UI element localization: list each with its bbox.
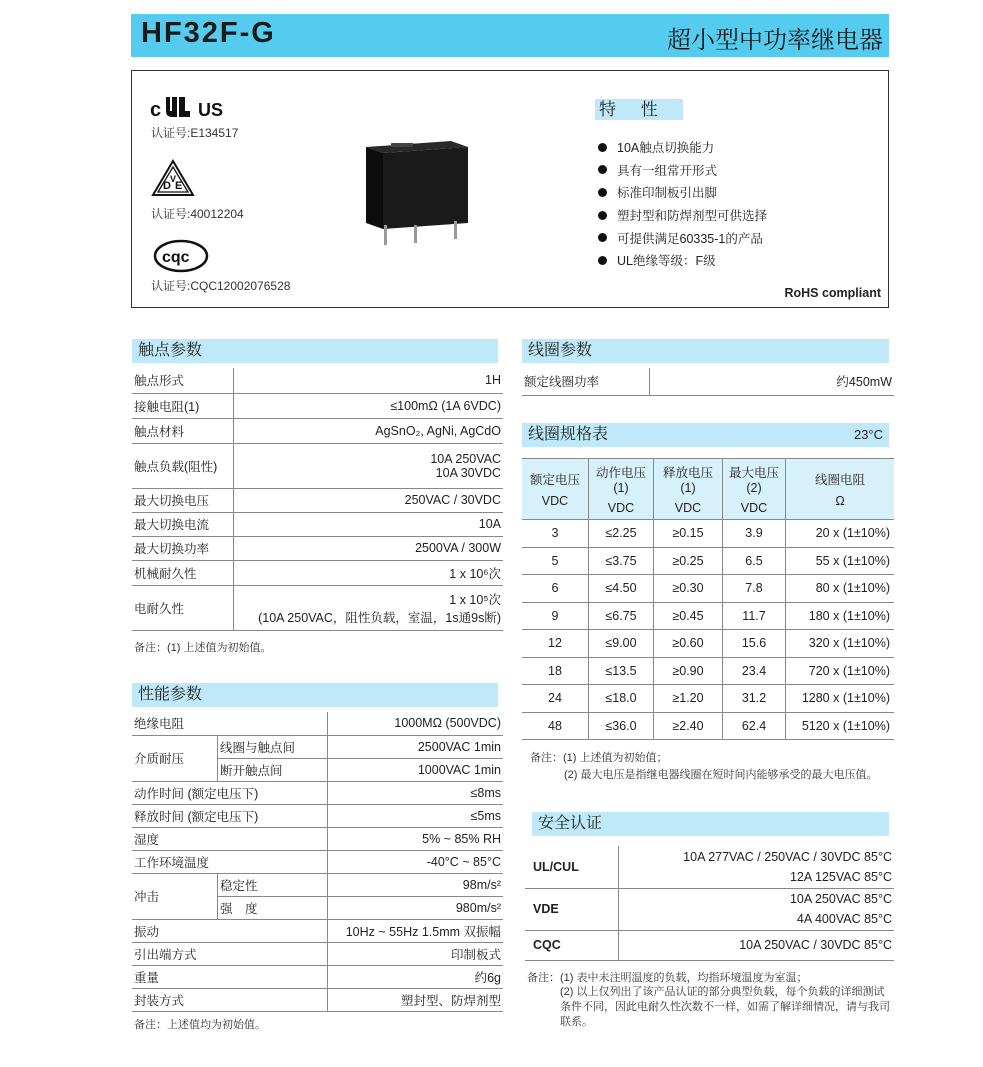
vde-cert-number: 认证号:40012204 [151, 207, 244, 221]
product-title: 超小型中功率继电器 [667, 26, 883, 54]
coilspec-cell: ≤13.5 [589, 657, 654, 685]
coilspec-cell: 20 x (1±10%) [786, 520, 895, 548]
svg-text:cqc: cqc [162, 249, 190, 266]
bullet-icon [598, 211, 607, 220]
feature-item: 10A触点切换能力 [598, 136, 767, 159]
coilspec-header-unit: Ω [835, 494, 845, 508]
contact-row [132, 536, 503, 560]
coilspec-cell: 5 [522, 547, 589, 575]
performance-sub-label: 强 度 [218, 896, 328, 919]
coilspec-cell: ≤2.25 [589, 520, 654, 548]
contact-row [132, 443, 503, 488]
performance-param-label: 封装方式 [132, 988, 328, 1011]
performance-section-heading: 性能参数 [132, 683, 498, 707]
coil-power-label: 额定线圈功率 [522, 368, 650, 395]
performance-sub-label: 稳定性 [218, 873, 328, 896]
coilspec-cell: ≥0.45 [654, 602, 723, 630]
coilspec-cell: ≥0.25 [654, 547, 723, 575]
contact-param-label: 触点负载(阻性) [132, 443, 234, 488]
coilspec-cell: 23.4 [723, 657, 786, 685]
contact-param-value: 10A [234, 512, 504, 536]
performance-param-label: 动作时间 (额定电压下) [132, 781, 328, 804]
performance-row [132, 781, 503, 804]
coilspec-cell: ≤9.00 [589, 630, 654, 658]
coilspec-row [522, 547, 894, 575]
svg-text:D: D [163, 180, 171, 192]
performance-param-value: 塑封型、防焊剂型 [328, 988, 504, 1011]
contact-param-value: 1 x 10⁶次 [234, 560, 504, 585]
coilspec-row [522, 630, 894, 658]
feature-item: 具有一组常开形式 [598, 159, 767, 182]
contact-param-value: 2500VA / 300W [234, 536, 504, 560]
contact-row [132, 393, 503, 418]
contact-param-label: 电耐久性 [132, 585, 234, 630]
coilspec-header-name: 线圈电阻 [814, 473, 865, 487]
performance-param-value: 1000VAC 1min [328, 758, 504, 781]
contact-row [132, 560, 503, 585]
coilspec-cell: ≤6.75 [589, 602, 654, 630]
contact-row [132, 368, 503, 393]
coilspec-header-row [522, 459, 894, 520]
performance-param-label: 湿度 [132, 827, 328, 850]
coilspec-cell: 6 [522, 575, 589, 603]
performance-sub-label: 断开触点间 [218, 758, 328, 781]
contact-param-label: 接触电阻(1) [132, 393, 234, 418]
safety-cert-name: UL/CUL [525, 846, 619, 888]
performance-row [132, 735, 503, 758]
feature-item: 可提供满足60335-1的产品 [598, 226, 767, 249]
contact-note: 备注：(1) 上述值为初始值。 [134, 642, 272, 654]
coilspec-header-unit: VDC [740, 501, 768, 515]
coilspec-cell: 7.8 [723, 575, 786, 603]
coilspec-cell: ≤36.0 [589, 712, 654, 740]
performance-param-label: 介质耐压 [132, 735, 218, 781]
performance-param-label: 振动 [132, 919, 328, 942]
safety-cert-name: VDE [525, 888, 619, 930]
coilspec-cell: 24 [522, 685, 589, 713]
safety-cert-name: CQC [525, 930, 619, 960]
coilspec-note-1: 备注：(1) 上述值为初始值； [530, 752, 668, 764]
coilspec-cell: 1280 x (1±10%) [786, 685, 895, 713]
coilspec-cell: 80 x (1±10%) [786, 575, 895, 603]
performance-row [132, 965, 503, 988]
feature-item: UL绝缘等级：F级 [598, 249, 767, 272]
performance-param-value: 10Hz ~ 55Hz 1.5mm 双振幅 [328, 919, 504, 942]
coil-table [522, 368, 894, 396]
contact-param-label: 触点材料 [132, 418, 234, 443]
contact-row [132, 488, 503, 512]
coilspec-section-heading [522, 423, 889, 447]
performance-param-label: 释放时间 (额定电压下) [132, 804, 328, 827]
coilspec-cell: ≥0.60 [654, 630, 723, 658]
coilspec-title: 线圈规格表 [528, 426, 609, 443]
safety-row [525, 888, 894, 930]
coilspec-row [522, 685, 894, 713]
coilspec-header-unit: VDC [674, 501, 702, 515]
cqc-cert-number: 认证号:CQC12002076528 [151, 279, 291, 293]
coilspec-row [522, 712, 894, 740]
coilspec-cell: 3 [522, 520, 589, 548]
coilspec-header-name: 最大电压(2) [728, 466, 779, 495]
rohs-label: RoHS compliant [784, 286, 881, 300]
ul-cert-number: 认证号:E134517 [151, 126, 239, 140]
bullet-icon [598, 165, 607, 174]
coilspec-column-header [522, 459, 589, 520]
contact-row [132, 418, 503, 443]
coilspec-cell: 320 x (1±10%) [786, 630, 895, 658]
performance-row [132, 873, 503, 896]
ul-cert-mark-icon [150, 93, 240, 126]
coilspec-row [522, 520, 894, 548]
safety-cert-rating: 10A 277VAC / 250VAC / 30VDC 85°C 12A 125VAC 85°C [619, 846, 895, 888]
bullet-icon [598, 256, 607, 265]
performance-row [132, 850, 503, 873]
contact-row [132, 512, 503, 536]
coilspec-column-header [723, 459, 786, 520]
coilspec-row [522, 602, 894, 630]
performance-row [132, 827, 503, 850]
performance-param-value: 1000MΩ (500VDC) [328, 712, 504, 735]
coilspec-cell: 12 [522, 630, 589, 658]
performance-param-label: 绝缘电阻 [132, 712, 328, 735]
contact-param-label: 机械耐久性 [132, 560, 234, 585]
features-list [598, 136, 767, 272]
performance-param-value: -40°C ~ 85°C [328, 850, 504, 873]
coilspec-cell: 48 [522, 712, 589, 740]
coil-power-value: 约450mW [650, 368, 895, 395]
model-number: HF32F-G [141, 17, 276, 49]
coilspec-header-name: 额定电压 [529, 473, 580, 487]
coilspec-row [522, 657, 894, 685]
performance-row [132, 942, 503, 965]
safety-table [525, 846, 894, 961]
performance-param-value: 印制板式 [328, 942, 504, 965]
performance-param-label: 重量 [132, 965, 328, 988]
safety-row [525, 846, 894, 888]
coilspec-cell: ≥0.30 [654, 575, 723, 603]
performance-param-value: 约6g [328, 965, 504, 988]
performance-sub-label: 线圈与触点间 [218, 735, 328, 758]
contact-param-value: ≤100mΩ (1A 6VDC) [234, 393, 504, 418]
safety-row [525, 930, 894, 960]
feature-item: 标准印制板引出脚 [598, 181, 767, 204]
coilspec-cell: 18 [522, 657, 589, 685]
contact-param-label: 触点形式 [132, 368, 234, 393]
contact-param-value: AgSnO₂, AgNi, AgCdO [234, 418, 504, 443]
coilspec-cell: 5120 x (1±10%) [786, 712, 895, 740]
coilspec-cell: ≤4.50 [589, 575, 654, 603]
performance-param-value: ≤5ms [328, 804, 504, 827]
features-heading: 特 性 [595, 99, 683, 120]
coil-section-heading: 线圈参数 [522, 339, 889, 363]
cqc-cert-mark-icon [153, 239, 209, 278]
coilspec-cell: 31.2 [723, 685, 786, 713]
performance-row [132, 712, 503, 735]
contact-table [132, 368, 503, 631]
coilspec-cell: 720 x (1±10%) [786, 657, 895, 685]
vde-cert-mark-icon [151, 159, 195, 204]
contact-param-value: 250VAC / 30VDC [234, 488, 504, 512]
coilspec-cell: 6.5 [723, 547, 786, 575]
coilspec-cell: ≥2.40 [654, 712, 723, 740]
feature-item: 塑封型和防焊剂型可供选择 [598, 204, 767, 227]
coilspec-cell: 15.6 [723, 630, 786, 658]
coilspec-row [522, 575, 894, 603]
coilspec-table [522, 458, 894, 740]
performance-table [132, 712, 503, 1012]
safety-note-1: 备注：(1) 表中未注明温度的负载，均指环境温度为室温； [527, 972, 808, 984]
safety-cert-rating: 10A 250VAC 85°C 4A 400VAC 85°C [619, 888, 895, 930]
svg-text:E: E [175, 180, 183, 192]
coilspec-cell: ≥1.20 [654, 685, 723, 713]
coilspec-cell: 62.4 [723, 712, 786, 740]
coilspec-cell: ≤3.75 [589, 547, 654, 575]
bullet-icon [598, 233, 607, 242]
coilspec-temperature: 23°C [853, 427, 883, 442]
bullet-icon [598, 188, 607, 197]
coilspec-header-name: 释放电压(1) [662, 466, 713, 495]
performance-row [132, 804, 503, 827]
overview-box [131, 70, 889, 308]
svg-text:V: V [170, 174, 177, 184]
contact-section-heading: 触点参数 [132, 339, 498, 363]
coilspec-cell: 55 x (1±10%) [786, 547, 895, 575]
coilspec-column-header [786, 459, 895, 520]
coilspec-cell: 3.9 [723, 520, 786, 548]
safety-section-heading: 安全认证 [532, 812, 889, 836]
performance-row [132, 919, 503, 942]
performance-param-label: 工作环境温度 [132, 850, 328, 873]
contact-param-label: 最大切换功率 [132, 536, 234, 560]
coilspec-cell: 180 x (1±10%) [786, 602, 895, 630]
contact-row [132, 585, 503, 630]
coilspec-note-2: (2) 最大电压是指继电器线圈在短时间内能够承受的最大电压值。 [564, 769, 878, 781]
svg-text:US: US [198, 100, 224, 120]
performance-param-value: 5% ~ 85% RH [328, 827, 504, 850]
contact-param-value: 1 x 10⁵次 (10A 250VAC，阻性负载，室温，1s通9s断) [234, 585, 504, 630]
coilspec-column-header [589, 459, 654, 520]
coilspec-header-unit: VDC [607, 501, 635, 515]
performance-param-value: 98m/s² [328, 873, 504, 896]
coilspec-column-header [654, 459, 723, 520]
safety-cert-rating: 10A 250VAC / 30VDC 85°C [619, 930, 895, 960]
coilspec-header-unit: VDC [541, 494, 569, 508]
coilspec-header-name: 动作电压(1) [595, 466, 646, 495]
contact-param-value: 10A 250VAC 10A 30VDC [234, 443, 504, 488]
coilspec-cell: ≥0.90 [654, 657, 723, 685]
safety-note-2: (2) 以上仅列出了该产品认证的部分典型负载，每个负载的详细测试条件不同，因此电耐久性次数不一样，如需了解详细情况，请与我司联系。 [560, 986, 890, 1028]
performance-param-value: 2500VAC 1min [328, 735, 504, 758]
relay-product-image [356, 139, 471, 254]
contact-param-label: 最大切换电流 [132, 512, 234, 536]
coilspec-cell: 11.7 [723, 602, 786, 630]
coilspec-cell: 9 [522, 602, 589, 630]
contact-param-value: 1H [234, 368, 504, 393]
coilspec-cell: ≥0.15 [654, 520, 723, 548]
svg-text:c: c [150, 99, 162, 121]
page-header [131, 14, 889, 57]
performance-note: 备注：上述值均为初始值。 [134, 1019, 266, 1031]
performance-param-label: 引出端方式 [132, 942, 328, 965]
performance-param-label: 冲击 [132, 873, 218, 919]
performance-row [132, 988, 503, 1011]
performance-param-value: ≤8ms [328, 781, 504, 804]
contact-param-label: 最大切换电压 [132, 488, 234, 512]
bullet-icon [598, 143, 607, 152]
coilspec-cell: ≤18.0 [589, 685, 654, 713]
performance-param-value: 980m/s² [328, 896, 504, 919]
